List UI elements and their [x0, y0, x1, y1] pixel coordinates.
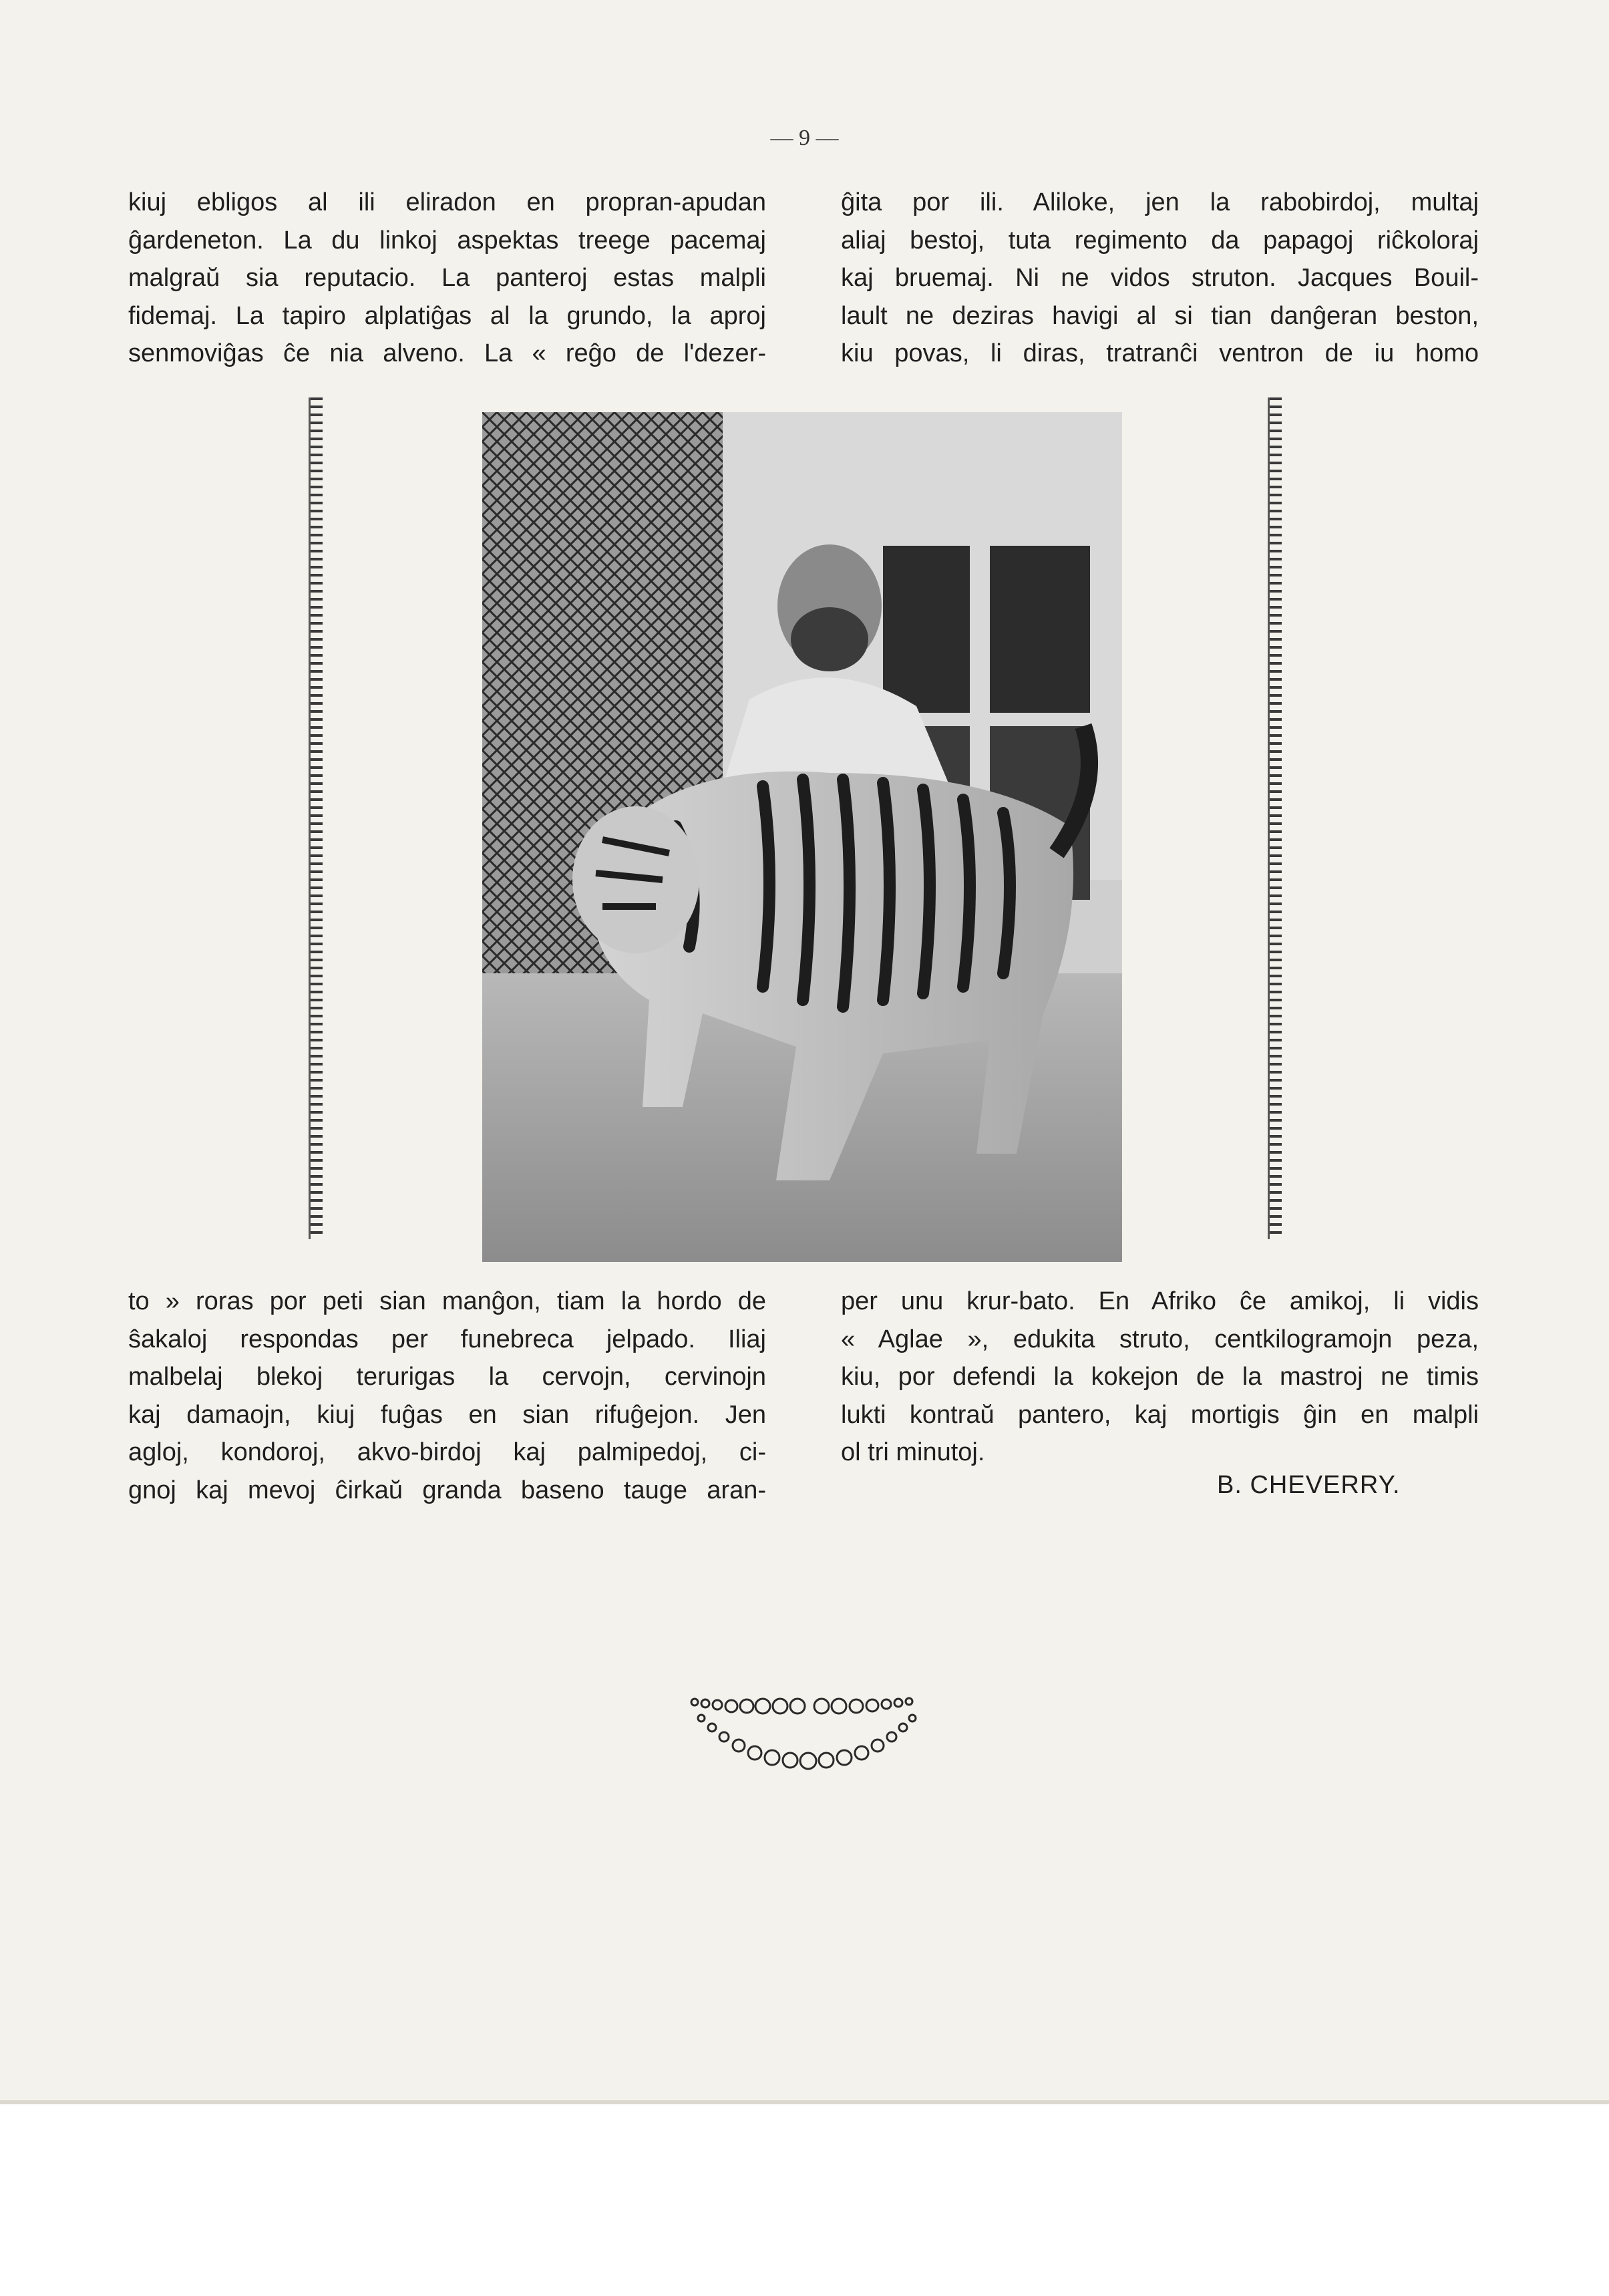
page-number: — 9 — [770, 126, 839, 150]
text-line: gnoj kaj mevoj ĉirkaŭ granda baseno tauge aran- [128, 1476, 766, 1504]
text-column-top-left [128, 184, 766, 373]
text-line: agloj, kondoroj, akvo-birdoj kaj palmipedoj, ci- [128, 1438, 766, 1466]
text-line: « Aglae », edukita struto, centkilogramojn peza, [841, 1325, 1479, 1353]
text-line: ĝita por ili. Aliloke, jen la rabobirdoj, multaj [841, 188, 1479, 216]
text-line: kiu, por defendi la kokejon de la mastroj ne timis [841, 1363, 1479, 1391]
decorative-ruler-left [309, 397, 323, 1239]
bead-ornament-icon [681, 1683, 928, 1784]
text-column-bottom-right [841, 1283, 1479, 1472]
text-line: kaj bruemaj. Ni ne vidos struton. Jacques Bouil- [841, 264, 1479, 292]
text-column-bottom-left [128, 1283, 766, 1509]
text-line: ĝardeneton. La du linkoj aspektas treege pacemaj [128, 226, 766, 255]
text-line: kiu povas, li diras, tratranĉi ventron de iu homo [841, 339, 1479, 367]
text-line: lault ne deziras havigi al si tian danĝeran beston, [841, 301, 1479, 330]
text-line: to » roras por peti sian manĝon, tiam la hordo de [128, 1287, 766, 1315]
text-line: per unu krur-bato. En Afriko ĉe amikoj, li vidis [841, 1287, 1479, 1315]
text-line: ol tri minutoj. [841, 1438, 985, 1466]
text-line: senmoviĝas ĉe nia alveno. La « reĝo de l'dezer- [128, 339, 766, 367]
man-with-tiger-photo [482, 412, 1122, 1262]
text-line: aliaj bestoj, tuta regimento da papagoj riĉkoloraj [841, 226, 1479, 255]
text-column-top-right [841, 184, 1479, 373]
decorative-ruler-right [1268, 397, 1282, 1239]
text-line: kiuj ebligos al ili eliradon en propran-apudan [128, 188, 766, 216]
text-line: kaj damaojn, kiuj fuĝas en sian rifuĝejon. Jen [128, 1400, 766, 1429]
text-line: malbelaj blekoj terurigas la cervojn, cervinojn [128, 1363, 766, 1391]
text-line: lukti kontraŭ pantero, kaj mortigis ĝin en malpli [841, 1400, 1479, 1429]
text-line: ŝakaloj respondas per funebreca jelpado. Iliaj [128, 1325, 766, 1353]
text-line: malgraŭ sia reputacio. La panteroj estas malpli [128, 264, 766, 292]
author-signature: B. CHEVERRY. [1217, 1471, 1401, 1499]
text-line: fidemaj. La tapiro alplatiĝas al la grundo, la aproj [128, 301, 766, 330]
